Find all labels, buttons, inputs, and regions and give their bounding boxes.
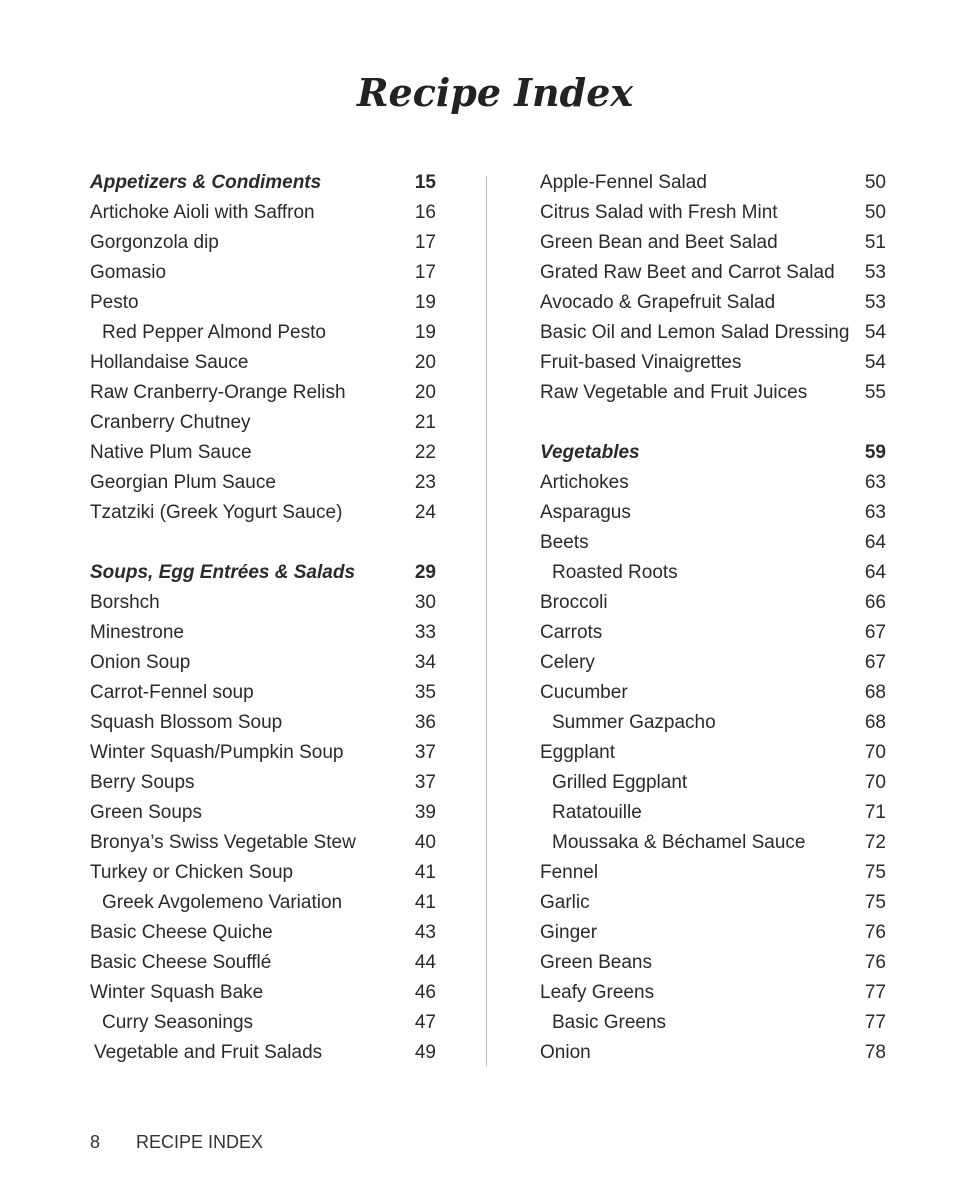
entry-label: Basic Cheese Soufflé [90, 952, 272, 973]
entry-page: 16 [414, 202, 436, 223]
index-entry[interactable] [540, 858, 886, 888]
entry-page: 21 [414, 412, 436, 433]
entry-page: 77 [864, 982, 886, 1003]
entry-page: 37 [414, 772, 436, 793]
entry-label: Carrots [540, 622, 603, 643]
index-entry[interactable] [90, 768, 436, 798]
page-title: Recipe Index [356, 70, 634, 115]
heading-page: 15 [414, 172, 436, 193]
entry-page: 75 [864, 892, 886, 913]
entry-label: Basic Cheese Quiche [90, 922, 273, 943]
entry-page: 70 [864, 742, 886, 763]
index-entry[interactable] [540, 588, 886, 618]
entry-page: 40 [414, 832, 436, 853]
index-subentry[interactable] [90, 318, 436, 348]
heading-label: Appetizers & Condiments [90, 172, 322, 193]
entry-page: 20 [414, 352, 436, 373]
index-entry[interactable] [90, 288, 436, 318]
entry-page: 17 [414, 232, 436, 253]
section-heading-vegetables[interactable] [540, 438, 886, 468]
entry-page: 54 [864, 352, 886, 373]
index-entry[interactable] [90, 918, 436, 948]
section-spacer [90, 528, 436, 558]
entry-label: Basic Greens [552, 1012, 667, 1033]
entry-page: 70 [864, 772, 886, 793]
entry-label: Ratatouille [552, 802, 642, 823]
index-entry[interactable] [540, 948, 886, 978]
entry-label: Georgian Plum Sauce [90, 472, 276, 493]
index-column-right [540, 168, 886, 1068]
section-heading-appetizers[interactable] [90, 168, 436, 198]
index-entry[interactable] [540, 258, 886, 288]
index-entry[interactable] [540, 498, 886, 528]
heading-label: Vegetables [540, 442, 640, 463]
entry-label: Grilled Eggplant [552, 772, 688, 793]
entry-page: 68 [864, 712, 886, 733]
entry-page: 37 [414, 742, 436, 763]
index-entry[interactable] [540, 648, 886, 678]
index-subentry[interactable] [540, 828, 886, 858]
entry-label: Eggplant [540, 742, 616, 763]
entry-label: Green Beans [540, 952, 652, 973]
entry-page: 53 [864, 262, 886, 283]
index-subentry[interactable] [540, 708, 886, 738]
entry-label: Avocado & Grapefruit Salad [540, 292, 776, 313]
entry-page: 67 [864, 622, 886, 643]
index-entry[interactable] [90, 828, 436, 858]
entry-page: 49 [414, 1042, 436, 1063]
index-entry[interactable] [540, 678, 886, 708]
index-subentry[interactable] [90, 1008, 436, 1038]
section-heading-soups[interactable] [90, 558, 436, 588]
index-entry[interactable] [90, 648, 436, 678]
entry-label: Moussaka & Béchamel Sauce [552, 832, 806, 853]
index-entry[interactable] [540, 348, 886, 378]
entry-label: Fennel [540, 862, 599, 883]
index-subentry[interactable] [540, 1008, 886, 1038]
entry-label: Green Bean and Beet Salad [540, 232, 778, 253]
entry-page: 53 [864, 292, 886, 313]
entry-label: Green Soups [90, 802, 202, 823]
index-entry[interactable] [90, 708, 436, 738]
entry-label: Asparagus [540, 502, 631, 523]
entry-page: 41 [414, 892, 436, 913]
index-subentry[interactable] [540, 798, 886, 828]
index-entry[interactable] [540, 288, 886, 318]
entry-page: 35 [414, 682, 436, 703]
index-entry[interactable] [90, 468, 436, 498]
entry-label: Bronya’s Swiss Vegetable Stew [90, 832, 356, 853]
index-entry[interactable] [90, 588, 436, 618]
entry-label: Broccoli [540, 592, 608, 613]
index-entry[interactable] [90, 228, 436, 258]
index-subentry[interactable] [90, 888, 436, 918]
entry-page: 17 [414, 262, 436, 283]
entry-label: Carrot-Fennel soup [90, 682, 254, 703]
entry-page: 71 [864, 802, 886, 823]
entry-page: 72 [864, 832, 886, 853]
heading-page: 29 [414, 562, 436, 583]
entry-label: Apple-Fennel Salad [540, 172, 707, 193]
entry-page: 51 [864, 232, 886, 253]
index-entry[interactable] [90, 978, 436, 1008]
entry-label: Onion [540, 1042, 591, 1063]
index-entry[interactable] [90, 738, 436, 768]
entry-label: Raw Cranberry-Orange Relish [90, 382, 346, 403]
index-entry[interactable] [90, 198, 436, 228]
footer-page-number: 8 [90, 1132, 101, 1152]
entry-page: 44 [414, 952, 436, 973]
entry-label: Raw Vegetable and Fruit Juices [540, 382, 808, 403]
index-entry[interactable] [90, 858, 436, 888]
entry-label: Cranberry Chutney [90, 412, 251, 433]
entry-label: Fruit-based Vinaigrettes [540, 352, 742, 373]
index-entry[interactable] [540, 1038, 886, 1068]
entry-label: Beets [540, 532, 589, 553]
entry-page: 46 [414, 982, 436, 1003]
index-entry[interactable] [90, 798, 436, 828]
entry-label: Grated Raw Beet and Carrot Salad [540, 262, 835, 283]
entry-page: 20 [414, 382, 436, 403]
entry-page: 75 [864, 862, 886, 883]
index-entry[interactable] [90, 948, 436, 978]
entry-label: Gorgonzola dip [90, 232, 219, 253]
entry-label: Curry Seasonings [102, 1012, 254, 1033]
entry-page: 43 [414, 922, 436, 943]
index-entry[interactable] [540, 228, 886, 258]
entry-page: 33 [414, 622, 436, 643]
entry-label: Onion Soup [90, 652, 191, 673]
entry-page: 50 [864, 172, 886, 193]
entry-page: 22 [414, 442, 436, 463]
entry-label: Red Pepper Almond Pesto [102, 322, 326, 343]
section-spacer [540, 408, 886, 438]
entry-page: 64 [864, 562, 886, 583]
entry-label: Borshch [90, 592, 160, 613]
entry-label: Artichokes [540, 472, 629, 493]
footer-running-head: RECIPE INDEX [136, 1132, 264, 1152]
entry-page: 23 [414, 472, 436, 493]
entry-page: 36 [414, 712, 436, 733]
entry-label: Hollandaise Sauce [90, 352, 249, 373]
index-subentry[interactable] [540, 768, 886, 798]
entry-label: Basic Oil and Lemon Salad Dressing [540, 322, 850, 343]
entry-label: Gomasio [90, 262, 167, 283]
index-entry[interactable] [540, 468, 886, 498]
entry-label: Roasted Roots [552, 562, 678, 583]
entry-page: 19 [414, 292, 436, 313]
index-entry[interactable] [540, 198, 886, 228]
entry-page: 19 [414, 322, 436, 343]
entry-label: Turkey or Chicken Soup [90, 862, 294, 883]
entry-page: 50 [864, 202, 886, 223]
entry-label: Cucumber [540, 682, 628, 703]
index-entry[interactable] [90, 438, 436, 468]
entry-page: 67 [864, 652, 886, 673]
page-footer [90, 1132, 263, 1153]
entry-page: 76 [864, 922, 886, 943]
entry-page: 63 [864, 502, 886, 523]
entry-label: Native Plum Sauce [90, 442, 252, 463]
index-entry[interactable] [90, 378, 436, 408]
entry-page: 55 [864, 382, 886, 403]
entry-page: 77 [864, 1012, 886, 1033]
entry-page: 78 [864, 1042, 886, 1063]
heading-label: Soups, Egg Entrées & Salads [90, 562, 356, 583]
entry-page: 41 [414, 862, 436, 883]
entry-label: Citrus Salad with Fresh Mint [540, 202, 778, 223]
index-entry[interactable] [540, 378, 886, 408]
entry-label: Winter Squash Bake [90, 982, 264, 1003]
index-subentry[interactable] [540, 558, 886, 588]
index-entry[interactable] [540, 528, 886, 558]
entry-page: 24 [414, 502, 436, 523]
index-entry[interactable] [90, 498, 436, 528]
index-entry[interactable] [540, 318, 886, 348]
entry-label: Tzatziki (Greek Yogurt Sauce) [90, 502, 343, 523]
index-entry[interactable] [540, 168, 886, 198]
entry-page: 34 [414, 652, 436, 673]
entry-label: Ginger [540, 922, 598, 943]
entry-page: 30 [414, 592, 436, 613]
index-entry[interactable] [90, 348, 436, 378]
entry-label: Vegetable and Fruit Salads [94, 1042, 323, 1063]
entry-label: Summer Gazpacho [552, 712, 716, 733]
entry-label: Artichoke Aioli with Saffron [90, 202, 315, 223]
entry-label: Pesto [90, 292, 139, 313]
index-entry[interactable] [90, 618, 436, 648]
entry-label: Squash Blossom Soup [90, 712, 283, 733]
index-entry[interactable] [90, 258, 436, 288]
index-entry[interactable] [540, 918, 886, 948]
index-entry[interactable] [540, 738, 886, 768]
index-entry[interactable] [90, 678, 436, 708]
entry-label: Minestrone [90, 622, 184, 643]
entry-label: Winter Squash/Pumpkin Soup [90, 742, 344, 763]
entry-page: 39 [414, 802, 436, 823]
entry-page: 63 [864, 472, 886, 493]
entry-page: 64 [864, 532, 886, 553]
entry-label: Greek Avgolemeno Variation [102, 892, 343, 913]
heading-page: 59 [864, 442, 886, 463]
entry-page: 54 [864, 322, 886, 343]
index-entry[interactable] [540, 888, 886, 918]
index-column-left [90, 168, 436, 1068]
entry-page: 68 [864, 682, 886, 703]
entry-label: Berry Soups [90, 772, 195, 793]
entry-label: Garlic [540, 892, 590, 913]
entry-label: Leafy Greens [540, 982, 655, 1003]
index-entry[interactable] [540, 618, 886, 648]
column-divider [486, 176, 487, 1066]
entry-page: 66 [864, 592, 886, 613]
index-entry[interactable] [540, 978, 886, 1008]
index-entry[interactable] [90, 1038, 436, 1068]
entry-page: 47 [414, 1012, 436, 1033]
index-entry[interactable] [90, 408, 436, 438]
entry-page: 76 [864, 952, 886, 973]
entry-label: Celery [540, 652, 595, 673]
